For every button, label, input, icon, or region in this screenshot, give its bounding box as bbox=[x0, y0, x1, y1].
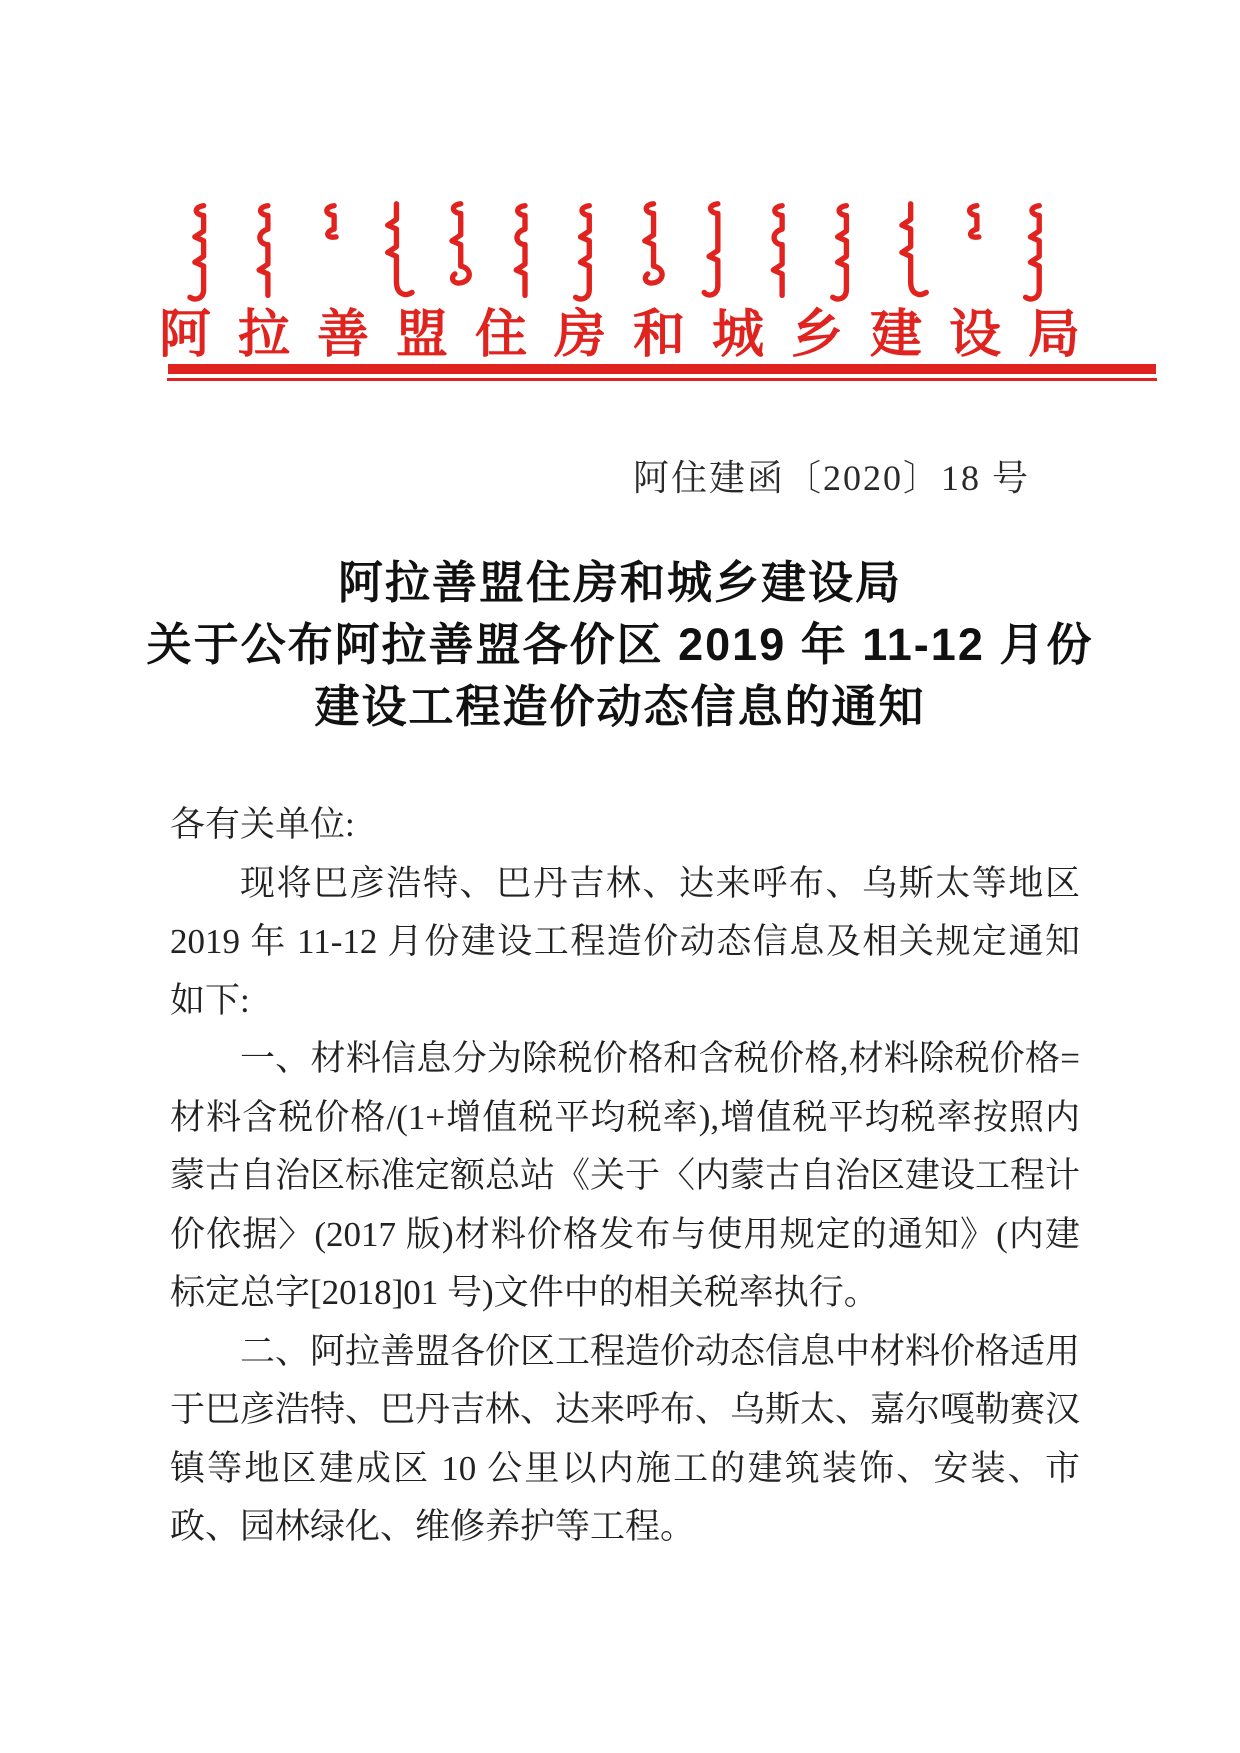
mongolian-glyph bbox=[1026, 206, 1040, 299]
mongolian-glyph bbox=[645, 204, 662, 283]
mongolian-glyph bbox=[704, 204, 718, 295]
document-body bbox=[170, 796, 1080, 1557]
paragraph-intro: 现将巴彦浩特、巴丹吉林、达来呼布、乌斯太等地区 2019 年 11-12 月份建设工程造价动态信息及相关规定通知如下: bbox=[170, 863, 1080, 1020]
mongolian-glyph bbox=[833, 206, 847, 299]
mongolian-glyph bbox=[576, 206, 590, 299]
mongolian-glyph bbox=[970, 206, 979, 237]
document-title-line2: 关于公布阿拉善盟各价区 2019 年 11-12 月份 bbox=[146, 619, 1094, 670]
paragraph-item-1: 一、材料信息分为除税价格和含税价格,材料除税价格=材料含税价格/(1+增值税平均税率),增值税平均税率按照内蒙古自治区标准定额总站《关于〈内蒙古自治区建设工程计价依据〉(2017 版)材料价格发布与使用规定的通知》(内建标定总字[2018]01 号)文件中的相关税率执行。 bbox=[170, 1039, 1081, 1312]
mongolian-glyph bbox=[190, 206, 204, 299]
letterhead-rule-thin bbox=[167, 378, 1157, 381]
letterhead-org-name: 阿拉善盟住房和城乡建设局 bbox=[158, 307, 1107, 364]
mongolian-glyph bbox=[327, 206, 336, 237]
letterhead-rule-thick bbox=[168, 364, 1156, 374]
salutation: 各有关单位: bbox=[170, 805, 355, 844]
mongolian-glyph bbox=[388, 204, 412, 295]
mongolian-glyph bbox=[773, 206, 782, 296]
mongolian-glyph bbox=[902, 204, 926, 295]
document-title-line3: 建设工程造价动态信息的通知 bbox=[314, 681, 926, 732]
mongolian-glyph bbox=[452, 204, 469, 283]
paragraph-item-2: 二、阿拉善盟各价区工程造价动态信息中材料价格适用于巴彦浩特、巴丹吉林、达来呼布、乌斯太、嘉尔嘎勒赛汉镇等地区建成区 10 公里以内施工的建筑装饰、安装、市政、园林绿化、维修养护等工程。 bbox=[170, 1331, 1081, 1546]
document-number: 阿住建函〔2020〕18 号 bbox=[632, 458, 1030, 498]
document-title bbox=[0, 552, 1240, 738]
document-title-line1: 阿拉善盟住房和城乡建设局 bbox=[337, 557, 902, 608]
mongolian-glyph bbox=[516, 206, 525, 296]
mongolian-glyph bbox=[259, 206, 268, 296]
